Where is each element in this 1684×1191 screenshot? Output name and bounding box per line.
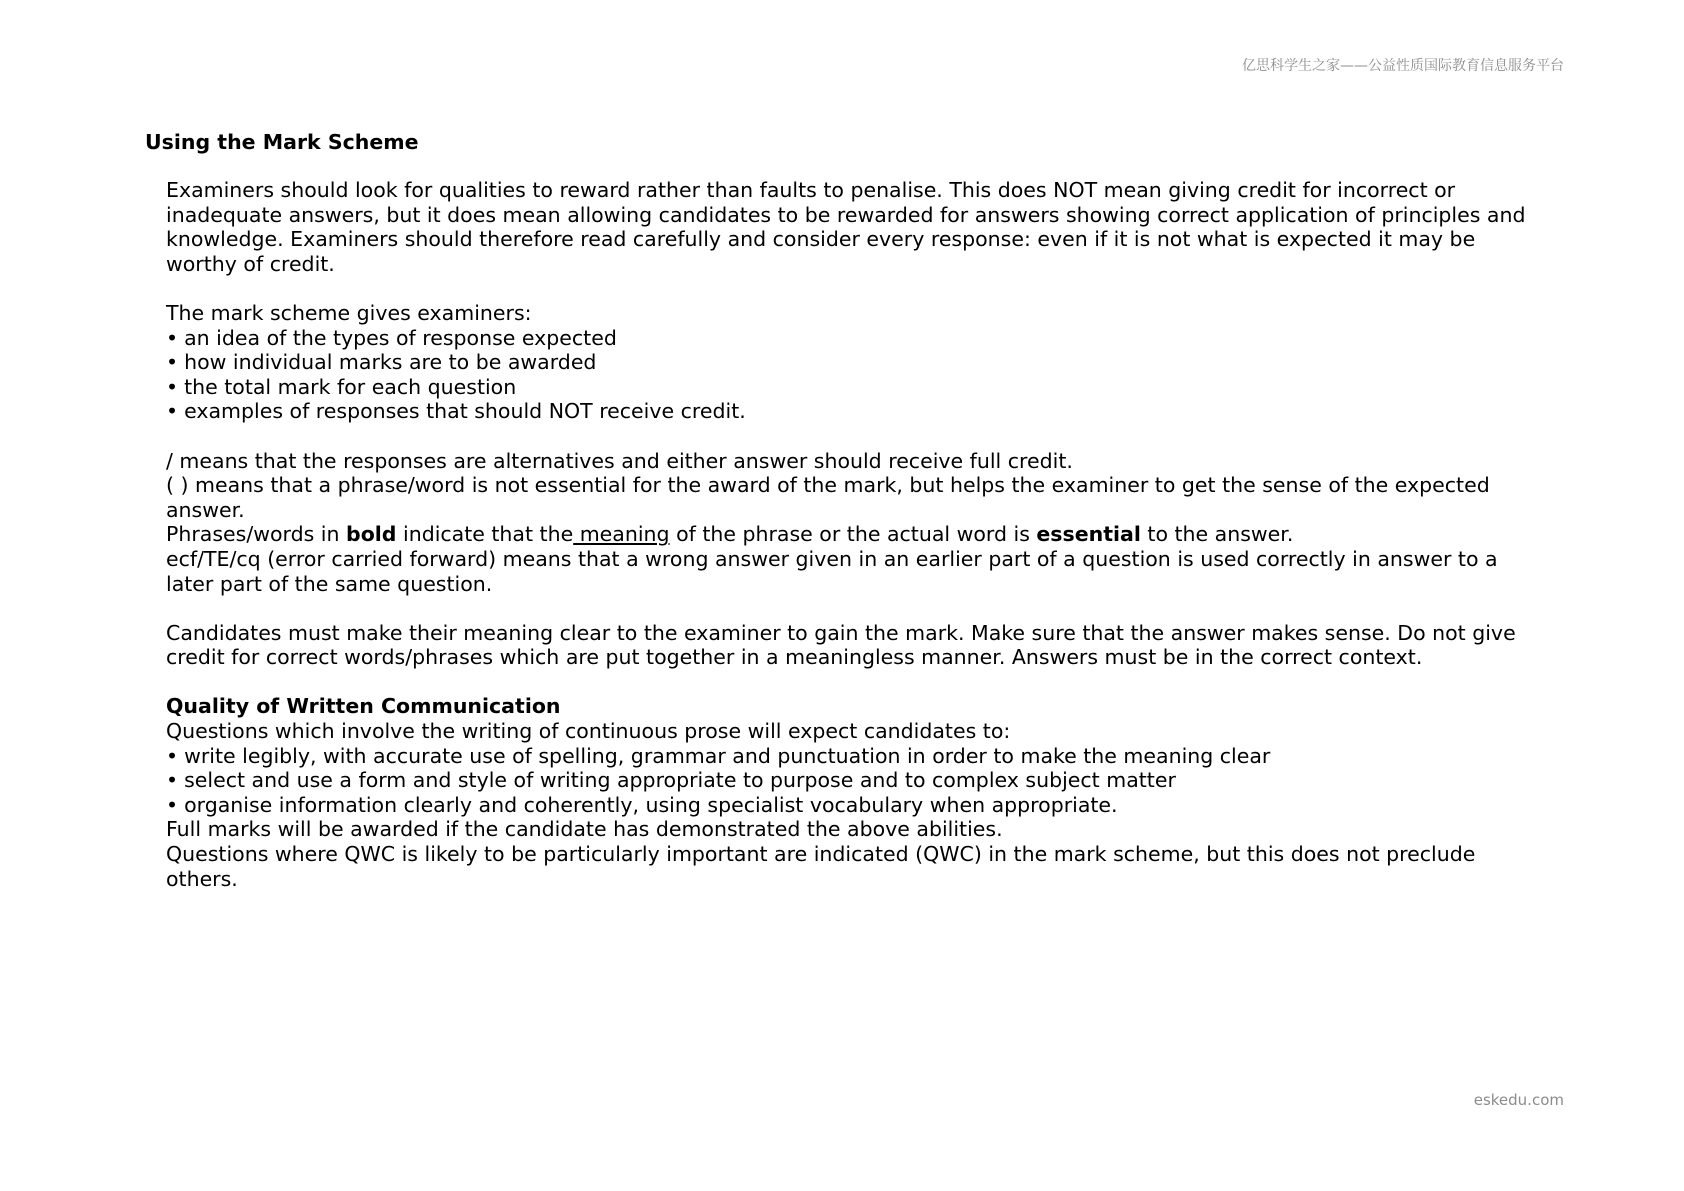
footer-site: eskedu.com <box>1473 1091 1564 1109</box>
bold-convention-text: Phrases/words in <box>166 522 347 547</box>
gives-lead: The mark scheme gives examiners: <box>166 300 532 325</box>
intro-line: Examiners should look for qualities to reward rather than faults to penalise. This does NOT mean giving credit for incorrect or <box>166 178 1456 202</box>
bold-convention-text: to the answer. <box>1140 522 1294 547</box>
brackets-convention: ( ) means that a phrase/word is not essential for the award of the mark, but helps the examiner to get the sense of the expected <box>166 473 1490 498</box>
intro-line: knowledge. Examiners should therefore read carefully and consider every response: even if it is not what is expected it may be <box>166 227 1476 252</box>
qwc-note-cont: others. <box>166 866 238 891</box>
brackets-convention-cont: answer. <box>166 497 245 522</box>
qwc-lead: Questions which involve the writing of continuous prose will expect candidates to: <box>166 719 1011 744</box>
bold-convention <box>166 522 1566 547</box>
clarity-line: credit for correct words/phrases which are put together in a meaningless manner. Answers must be in the correct context. <box>166 645 1423 670</box>
qwc-heading: Quality of Written Communication <box>166 694 561 719</box>
gives-bullet-item: • how individual marks are to be awarded <box>166 350 1566 375</box>
ecf-convention-cont: later part of the same question. <box>166 571 493 596</box>
qwc-bullet-item: • select and use a form and style of writing appropriate to purpose and to complex subject matter <box>166 768 1566 793</box>
header-watermark: 亿思科学生之家——公益性质国际教育信息服务平台 <box>1242 58 1564 74</box>
gives-bullet-item: • the total mark for each question <box>166 375 1566 400</box>
intro-line: worthy of credit. <box>166 251 335 276</box>
gives-bullet-item: • examples of responses that should NOT receive credit. <box>166 399 1566 424</box>
page-title: Using the Mark Scheme <box>145 130 419 154</box>
qwc-bullet-item: • write legibly, with accurate use of spelling, grammar and punctuation in order to make the meaning clear <box>166 744 1566 769</box>
bold-convention-text: of the phrase or the actual word is <box>669 522 1037 547</box>
ecf-convention: ecf/TE/cq (error carried forward) means that a wrong answer given in an earlier part of a question is used correctly in answer to a <box>166 546 1498 571</box>
qwc-bullet-item: • organise information clearly and coherently, using specialist vocabulary when appropriate. <box>166 793 1566 818</box>
qwc-note: Questions where QWC is likely to be particularly important are indicated (QWC) in the mark scheme, but this does not preclude <box>166 842 1476 867</box>
essential-word: essential <box>1036 522 1141 547</box>
bold-convention-text: indicate that the <box>396 522 574 547</box>
gives-bullet-item: • an idea of the types of response expected <box>166 326 1566 351</box>
slash-convention: / means that the responses are alternatives and either answer should receive full credit. <box>166 448 1073 473</box>
clarity-line: Candidates must make their meaning clear to the examiner to gain the mark. Make sure that the answer makes sense. Do not give <box>166 620 1516 645</box>
meaning-word: meaning <box>573 522 670 547</box>
intro-line: inadequate answers, but it does mean allowing candidates to be rewarded for answers showing correct application of principles and <box>166 202 1526 227</box>
mark-scheme-content <box>166 178 1566 891</box>
bold-word: bold <box>346 522 397 547</box>
qwc-full-marks: Full marks will be awarded if the candidate has demonstrated the above abilities. <box>166 817 1003 842</box>
